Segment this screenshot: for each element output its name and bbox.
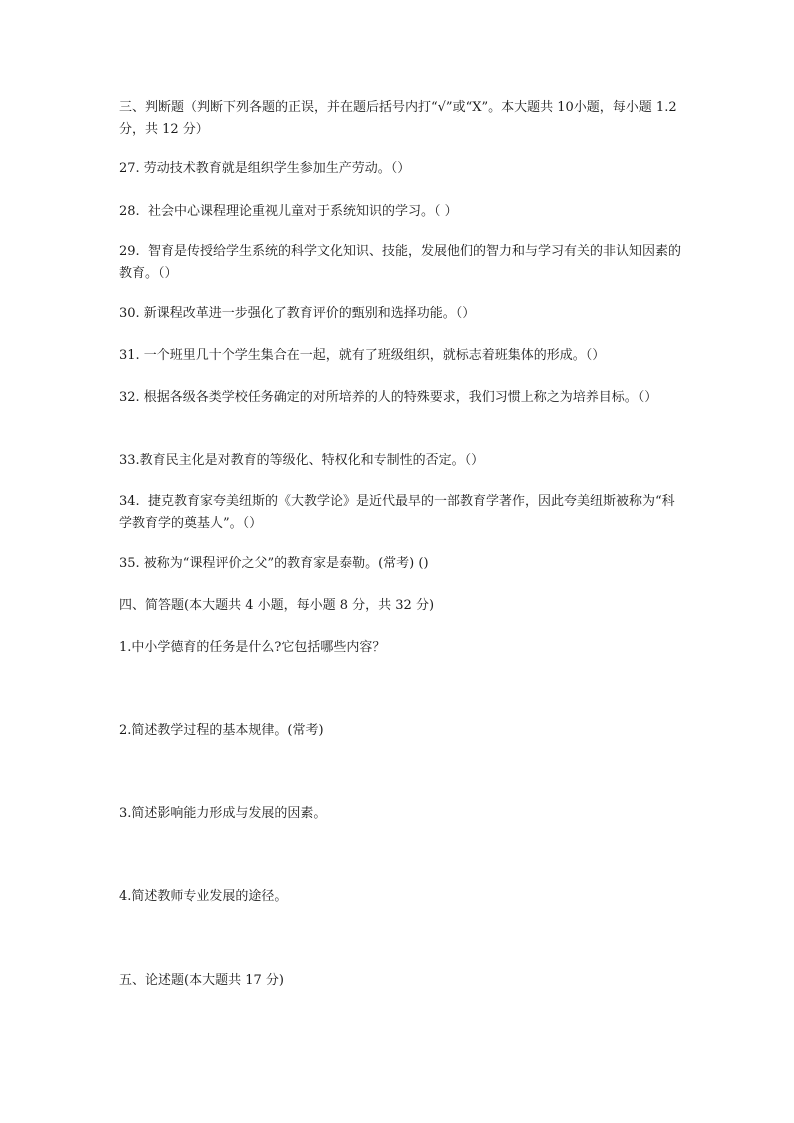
question-31: 31. 一个班里几十个学生集合在一起，就有了班级组织，就标志着班集体的形成。（） xyxy=(119,348,606,363)
short-answer-4: 4.简述教师专业发展的途径。 xyxy=(119,889,288,904)
short-answer-3: 3.简述影响能力形成与发展的因素。 xyxy=(119,806,327,821)
short-answer-1: 1.中小学德育的任务是什么?它包括哪些内容？ xyxy=(119,640,386,655)
question-32: 32. 根据各级各类学校任务确定的对所培养的人的特殊要求，我们习惯上称之为培养目标。（） xyxy=(119,390,658,405)
section-4-heading: 四、简答题(本大题共 4 小题，每小题 8 分，共 32 分) xyxy=(119,598,435,613)
short-answer-2: 2.简述教学过程的基本规律。(常考) xyxy=(119,723,324,738)
question-27: 27. 劳动技术教育就是组织学生参加生产劳动。（） xyxy=(119,161,411,176)
section-5-heading: 五、论述题(本大题共 17 分) xyxy=(119,973,284,988)
question-33: 33.教育民主化是对教育的等级化、特权化和专制性的否定。（） xyxy=(119,453,485,468)
section-3-heading: 三、判断题（判断下列各题的正误，并在题后括号内打“√”或“X”。本大题共 10小题，每小题 1.2 分，共 12 分） xyxy=(119,100,681,137)
question-34: 34. 捷克教育家夸美纽斯的《大教学论》是近代最早的一部教育学著作，因此夸美纽斯被称为“科学教育学的奠基人”。（） xyxy=(119,494,675,531)
question-30: 30. 新课程改革进一步强化了教育评价的甄别和选择功能。（） xyxy=(119,306,476,321)
question-28: 28. 社会中心课程理论重视儿童对于系统知识的学习。（ ） xyxy=(119,204,458,219)
question-29: 29. 智育是传授给学生系统的科学文化知识、技能，发展他们的智力和与学习有关的非认知因素的教育。（） xyxy=(119,244,681,281)
question-35: 35. 被称为“课程评价之父”的教育家是泰勒。(常考) () xyxy=(119,556,429,571)
